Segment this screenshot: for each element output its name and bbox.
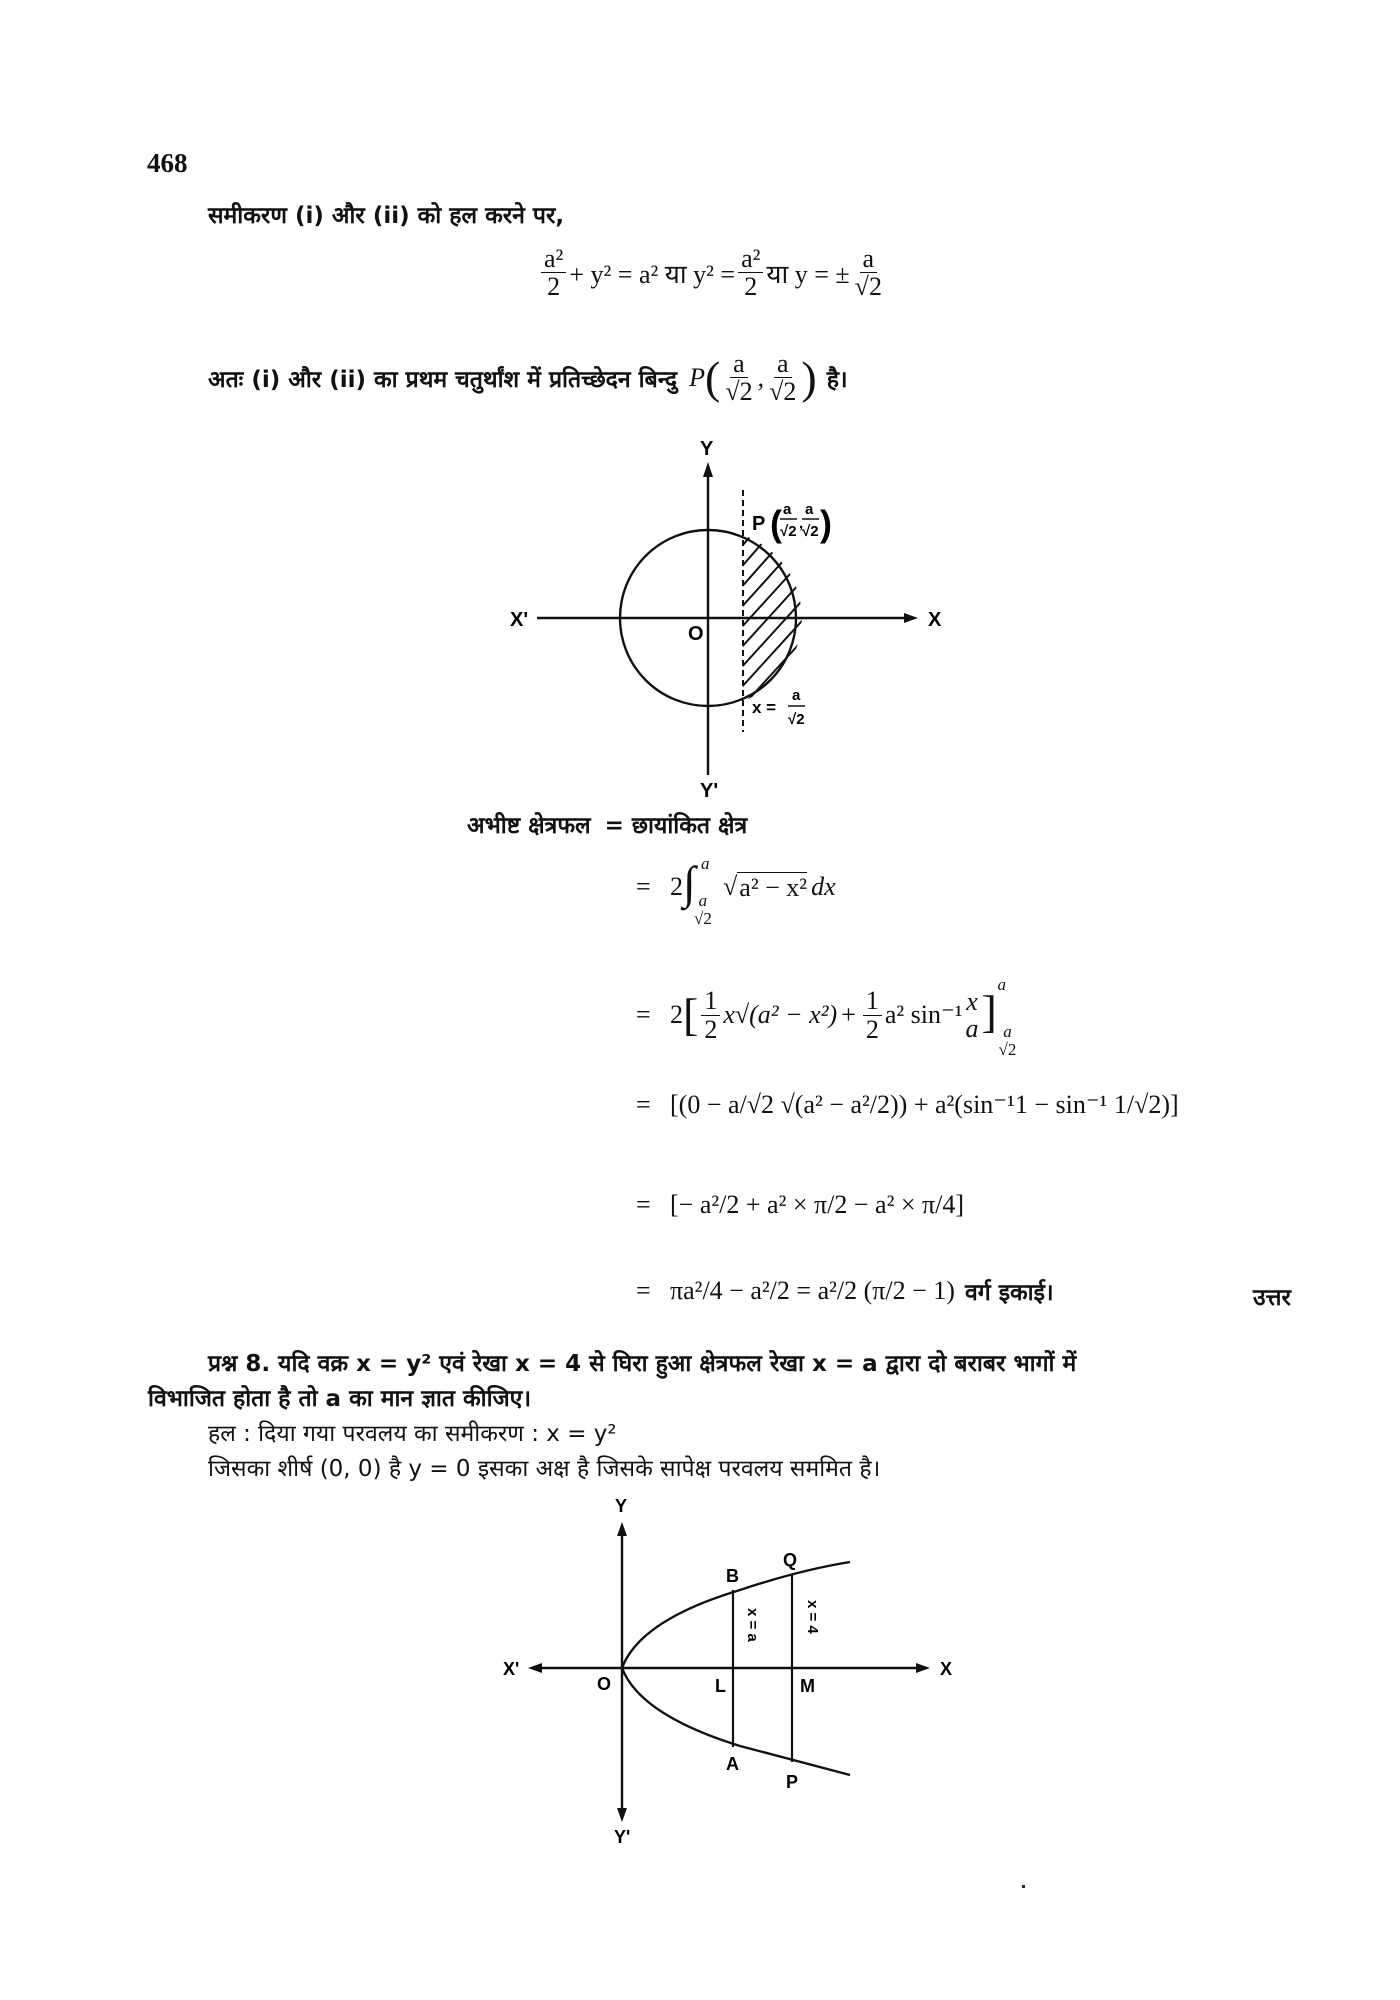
equals: =	[636, 1000, 651, 1029]
label-y-neg: Y'	[614, 1827, 631, 1847]
y-arrow-icon	[617, 1522, 627, 1536]
intersection-text: अतः (i) और (ii) का प्रथम चतुर्थांश में प्रतिच्छेदन बिन्दु	[208, 366, 678, 393]
point-label: P	[689, 362, 705, 392]
step-3-expression: [(0 − a/√2 √(a² − a²/2)) + a²(sin⁻¹1 − sin⁻¹ 1/√2)]	[670, 1090, 1179, 1119]
numerator: a	[1003, 1022, 1012, 1041]
bracket-open: [	[683, 989, 699, 1040]
label-origin: O	[688, 623, 704, 645]
bracket-close: ]	[981, 986, 997, 1037]
x-arrow-icon	[904, 613, 918, 623]
step-5-expression: πa²/4 − a²/2 = a²/2 (π/2 − 1)	[670, 1276, 955, 1305]
area-shaded: = छायांकित क्षेत्र	[604, 813, 748, 839]
label-l: L	[715, 1676, 726, 1696]
upper-limit: a	[997, 975, 1007, 994]
equation-text: या y = ±	[766, 259, 850, 289]
equals: =	[636, 1276, 651, 1305]
step-4	[636, 1190, 964, 1220]
label-line: x =	[752, 698, 777, 717]
fraction	[541, 245, 566, 301]
denominator: 2	[744, 272, 758, 302]
numerator: a	[698, 891, 708, 910]
denominator: √2	[769, 377, 797, 407]
equals: =	[636, 1190, 651, 1219]
label-b: B	[726, 1566, 739, 1586]
label-x-neg: X'	[503, 1659, 520, 1679]
question-8-line-2: विभाजित होता है तो a का मान ज्ञात कीजिए।	[148, 1386, 532, 1412]
label-y-neg: Y'	[700, 780, 719, 802]
dx: dx	[811, 872, 836, 901]
label-a: A	[726, 1754, 739, 1774]
label-line-4: x = 4	[804, 1600, 821, 1634]
numerator: x	[966, 986, 978, 1016]
step-3	[636, 1090, 1179, 1120]
numerator: a	[860, 245, 878, 273]
parabola-diagram	[495, 1490, 965, 1865]
numerator: 1	[701, 987, 720, 1015]
equation-1	[538, 245, 887, 301]
unit-label: वर्ग इकाई।	[964, 1280, 1054, 1306]
fraction	[701, 987, 720, 1043]
numerator: a	[774, 350, 792, 378]
plus: +	[841, 1000, 856, 1029]
term-2: a² sin⁻¹	[884, 1000, 963, 1029]
paren-close: )	[820, 503, 832, 544]
circle-diagram	[495, 430, 965, 805]
equals: =	[636, 872, 651, 901]
label-den: √2	[788, 711, 805, 728]
denominator: √2	[998, 1039, 1017, 1059]
denominator: a	[965, 1014, 979, 1043]
denominator: 2	[865, 1014, 879, 1044]
comma: ,	[757, 362, 765, 392]
step-2	[636, 975, 1018, 1059]
suffix-text: है।	[826, 366, 848, 393]
equals: =	[636, 1090, 651, 1119]
x-neg-arrow-icon	[528, 1663, 542, 1673]
label-origin: O	[597, 1674, 612, 1694]
solution-line-1: हल : दिया गया परवलय का समीकरण : x = y²	[208, 1421, 617, 1447]
lower-limit	[997, 1023, 1019, 1059]
upper-limit: a	[701, 854, 710, 873]
label-den: √2	[802, 523, 819, 540]
label-x-neg: X'	[510, 609, 529, 631]
coefficient: 2	[670, 872, 683, 901]
equation-text: + y² = a² या y² =	[569, 259, 736, 289]
intersection-line	[208, 350, 848, 406]
denominator: √2	[694, 908, 712, 928]
denominator: √2	[854, 272, 882, 302]
denominator: 2	[704, 1014, 718, 1044]
label-line-a: x = a	[744, 1608, 761, 1642]
step-1	[636, 852, 836, 928]
paren-open: (	[704, 351, 721, 403]
label-p: P	[752, 513, 766, 535]
label-m: M	[800, 1676, 815, 1696]
term-1: x√(a² − x²)	[723, 1000, 838, 1029]
label-num: a	[792, 687, 801, 704]
coef-bracket: 2	[670, 1000, 683, 1029]
step-5	[636, 1275, 1054, 1307]
fraction	[863, 987, 882, 1043]
radical	[723, 872, 737, 902]
comma: ,	[799, 515, 804, 532]
fraction	[738, 245, 763, 301]
integrand: a² − x²	[739, 872, 808, 902]
area-label: अभीष्ट क्षेत्रफल	[467, 813, 591, 839]
label-num: a	[783, 501, 792, 518]
stray-mark	[1022, 1885, 1025, 1888]
integral	[683, 852, 723, 928]
numerator: a²	[738, 245, 763, 273]
intro-line: समीकरण (i) और (ii) को हल करने पर,	[208, 203, 565, 229]
lower-limit	[692, 892, 714, 928]
numerator: 1	[863, 987, 882, 1015]
step-4-expression: [− a²/2 + a² × π/2 − a² × π/4]	[670, 1190, 965, 1219]
page-number: 468	[147, 148, 188, 178]
paren-open: (	[770, 503, 782, 544]
y-arrow-icon	[703, 462, 713, 477]
fraction	[853, 245, 884, 301]
fraction	[767, 350, 798, 406]
label-q: Q	[783, 1550, 798, 1570]
limits	[981, 975, 1018, 1059]
numerator: a	[730, 350, 748, 378]
label-x: X	[928, 609, 942, 631]
fraction	[723, 350, 754, 406]
label-x: X	[940, 1659, 953, 1679]
y-neg-arrow-icon	[617, 1808, 627, 1822]
question-8-line-1: प्रश्न 8. यदि वक्र x = y² एवं रेखा x = 4 से घिरा हुआ क्षेत्रफल रेखा x = a द्वारा दो बराबर भागों में	[208, 1351, 1077, 1377]
label-num: a	[805, 501, 814, 518]
label-y: Y	[700, 438, 714, 460]
fraction	[966, 988, 979, 1043]
integral-sign: ∫	[683, 857, 696, 908]
label-p: P	[786, 1772, 799, 1792]
paren-close: )	[801, 351, 817, 403]
x-arrow-icon	[916, 1663, 930, 1673]
denominator: 2	[547, 272, 561, 302]
area-heading	[467, 808, 747, 840]
denominator: √2	[725, 377, 753, 407]
label-y: Y	[615, 1496, 628, 1516]
solution-line-2: जिसका शीर्ष (0, 0) है y = 0 इसका अक्ष है जिसके सापेक्ष परवलय सममित है।	[208, 1456, 881, 1482]
numerator: a²	[541, 245, 566, 273]
label-den: √2	[780, 523, 797, 540]
answer-label: उत्तर	[1253, 1285, 1291, 1311]
